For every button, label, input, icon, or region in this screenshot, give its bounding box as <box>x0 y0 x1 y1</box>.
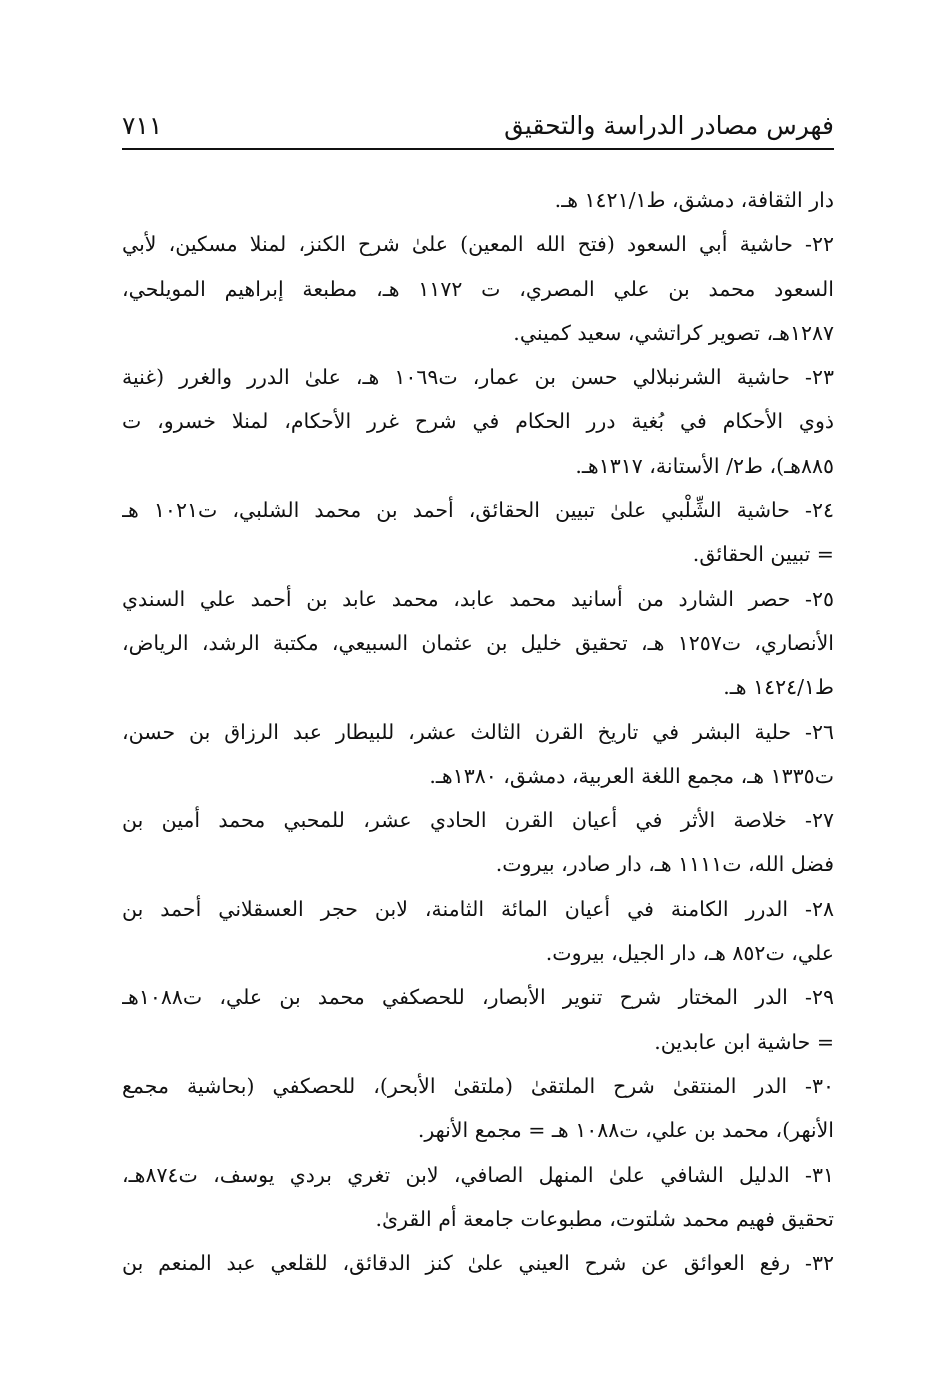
text-line: ٣٠- الدر المنتقىٰ شرح الملتقىٰ (ملتقىٰ الأبحر)، للحصكفي (بحاشية مجمع <box>122 1073 834 1098</box>
text-line: الأنصاري، ت١٢٥٧ هـ، تحقيق خليل بن عثمان السبيعي، مكتبة الرشد، الرياض، <box>122 630 834 655</box>
running-header-title: فهرس مصادر الدراسة والتحقيق <box>504 111 834 140</box>
text-line: ٢٨- الدرر الكامنة في أعيان المائة الثامنة، لابن حجر العسقلاني أحمد بن <box>122 896 834 921</box>
text-line: تحقيق فهيم محمد شلتوت، مطبوعات جامعة أم القرىٰ. <box>375 1206 834 1231</box>
text-line: فضل الله، ت١١١١ هـ، دار صادر، بيروت. <box>495 852 834 877</box>
text-line: ٣١- الدليل الشافي علىٰ المنهل الصافي، لابن تغري بردي يوسف، ت٨٧٤هـ، <box>122 1162 834 1187</box>
text-line: السعود محمد بن علي المصري، ت ١١٧٢ هـ، مطبعة إبراهيم المويلحي، <box>122 276 834 301</box>
running-header <box>122 104 834 150</box>
text-line: ٢٦- حلية البشر في تاريخ القرن الثالث عشر، للبيطار عبد الرزاق بن حسن، <box>122 719 834 744</box>
text-line: ت١٣٣٥ هـ، مجمع اللغة العربية، دمشق، ١٣٨٠هـ. <box>429 763 834 788</box>
text-line: ط١٤٢٤/١ هـ. <box>723 675 834 700</box>
text-line: الأنهر)، محمد بن علي، ت١٠٨٨ هـ = مجمع الأنهر. <box>417 1118 834 1143</box>
text-line: علي، ت٨٥٢ هـ، دار الجيل، بيروت. <box>545 941 834 966</box>
text-line: ٣٢- رفع العوائق عن شرح العيني علىٰ كنز الدقائق، للقلعي عبد المنعم بن <box>122 1251 834 1276</box>
text-line: = حاشية ابن عابدين. <box>654 1029 834 1054</box>
text-line: = تبيين الحقائق. <box>692 542 834 567</box>
page-number: ٧١١ <box>122 111 163 140</box>
text-line: ذوي الأحكام في بُغية درر الحكام في شرح غرر الأحكام، لمنلا خسرو، ت <box>122 409 834 434</box>
text-line: ٢٧- خلاصة الأثر في أعيان القرن الحادي عشر، للمحبي محمد أمين بن <box>122 808 834 833</box>
text-line: ٨٨٥هـ)، ط٢/ الأستانة، ١٣١٧هـ. <box>575 453 834 478</box>
text-line: ١٢٨٧هـ، تصوير كراتشي، سعيد كميني. <box>513 320 834 345</box>
text-line: ٢٣- حاشية الشرنبلالي حسن بن عمار، ت١٠٦٩ هـ، علىٰ الدرر والغرر (غنية <box>122 365 834 390</box>
text-line: دار الثقافة، دمشق، ط١٤٢١/١ هـ. <box>554 188 834 212</box>
text-line: ٢٩- الدر المختار شرح تنوير الأبصار، للحصكفي محمد بن علي، ت١٠٨٨هـ <box>122 985 834 1010</box>
bibliography-list <box>122 178 834 1285</box>
text-line: ٢٤- حاشية الشِّلْبي علىٰ تبيين الحقائق، أحمد بن محمد الشلبي، ت١٠٢١ هـ <box>122 498 834 523</box>
text-line: ٢٢- حاشية أبي السعود (فتح الله المعين) علىٰ شرح الكنز، لمنلا مسكين، لأبي <box>122 232 834 257</box>
text-line: ٢٥- حصر الشارد من أسانيد محمد عابد، محمد عابد بن أحمد علي السندي <box>122 586 834 611</box>
